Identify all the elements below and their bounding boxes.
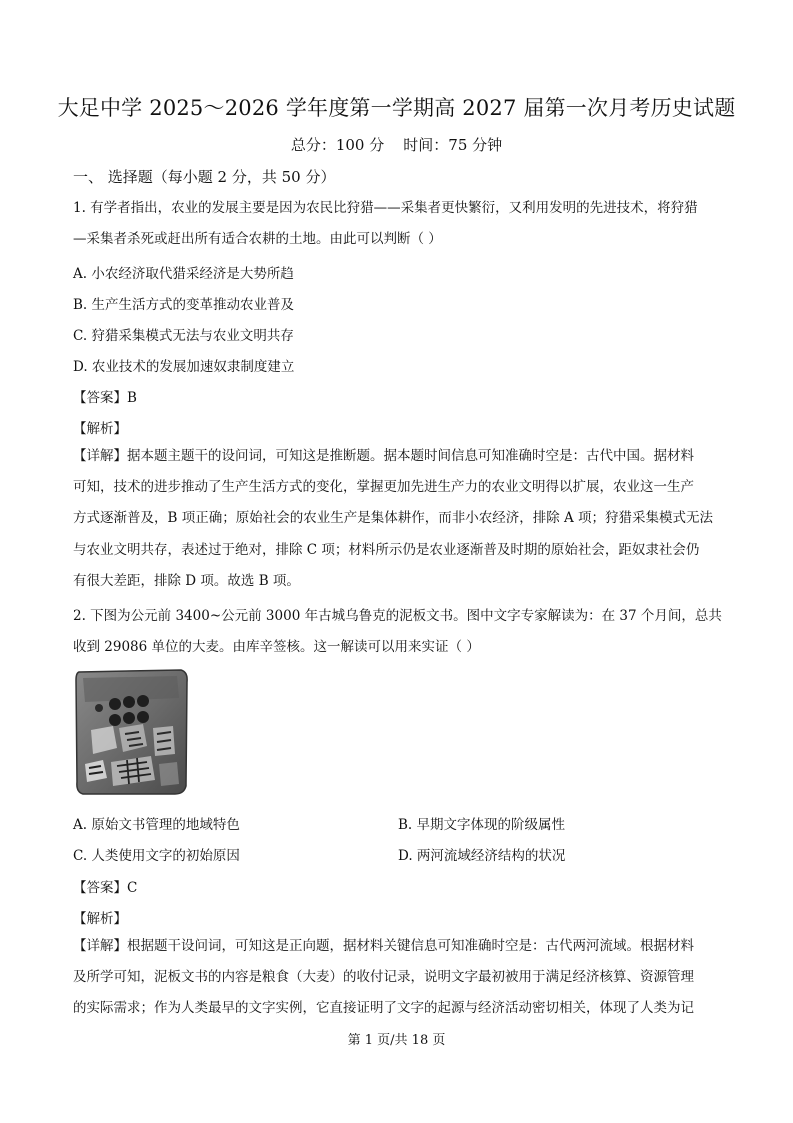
q1-detail [73, 441, 723, 597]
q2-option-b: B. 早期文字体现的阶级属性 [398, 817, 566, 833]
q2-detail-line-2: 及所学可知，泥板文书的内容是粮食（大麦）的收付记录，说明文字最初被用于满足经济核算、资源管理 [73, 969, 694, 986]
q1-option-b: B. 生产生活方式的变革推动农业普及 [73, 297, 295, 313]
q2-option-d: D. 两河流域经济结构的状况 [398, 848, 566, 864]
q2-option-c: C. 人类使用文字的初始原因 [73, 848, 240, 864]
q2-detail-line-1: 【详解】根据题干设问词，可知这是正向题，据材料关键信息可知准确时空是：古代两河流域。根据材料 [73, 938, 694, 954]
q1-option-d: D. 农业技术的发展加速奴隶制度建立 [73, 359, 295, 375]
q1-detail-line-2: 可知，技术的进步推动了生产生活方式的变化，掌握更加先进生产力的农业文明得以扩展，农业这一生产 [73, 479, 694, 496]
q2-option-a: A. 原始文书管理的地域特色 [73, 817, 240, 833]
exam-subtitle: 总分：100 分 时间：75 分钟 [290, 136, 503, 154]
q2-detail-line-3: 的实际需求；作为人类最早的文字实例，它直接证明了文字的起源与经济活动密切相关，体现了人类为记 [73, 1000, 694, 1017]
q1-detail-line-1: 【详解】据本题主题干的设问词，可知这是推断题。据本题时间信息可知准确时空是：古代中国。据材料 [73, 448, 694, 464]
q2-stem-line-2: 收到 29086 单位的大麦。由库辛签核。这一解读可以用来实证（ ） [73, 639, 480, 655]
q1-stem-line-1: 1. 有学者指出，农业的发展主要是因为农民比狩猎——采集者更快繁衍，又利用发明的先进技术，将狩猎 [73, 200, 698, 216]
q1-option-a: A. 小农经济取代猎采经济是大势所趋 [73, 266, 294, 282]
q1-answer: 【答案】B [73, 390, 137, 406]
q1-detail-line-4: 与农业文明共存，表述过于绝对，排除 C 项；材料所示仍是农业逐渐普及时期的原始社会，距奴隶社会仍 [73, 541, 700, 558]
exam-title: 大足中学 2025～2026 学年度第一学期高 2027 届第一次月考历史试题 [57, 96, 736, 120]
q1-option-c: C. 狩猎采集模式无法与农业文明共存 [73, 328, 294, 344]
q1-analysis-label: 【解析】 [73, 421, 127, 437]
q2-detail [73, 931, 723, 1025]
q2-stem-line-1: 2. 下图为公元前 3400~公元前 3000 年古城乌鲁克的泥板文书。图中文字专家解读为：在 37 个月间，总共 [73, 608, 722, 624]
page-number: 第 1 页/共 18 页 [347, 1033, 446, 1048]
q2-analysis-label: 【解析】 [73, 911, 127, 927]
section-heading: 一、 选择题（每小题 2 分，共 50 分） [73, 168, 336, 186]
q2-answer: 【答案】C [73, 880, 138, 896]
q1-detail-line-5: 有很大差距，排除 D 项。故选 B 项。 [73, 572, 300, 589]
clay-tablet-image [73, 668, 189, 796]
q1-detail-line-3: 方式逐渐普及，B 项正确；原始社会的农业生产是集体耕作，而非小农经济，排除 A 项；狩猎采集模式无法 [73, 510, 714, 527]
q1-stem-line-2: —采集者杀死或赶出所有适合农耕的土地。由此可以判断（ ） [73, 231, 442, 247]
